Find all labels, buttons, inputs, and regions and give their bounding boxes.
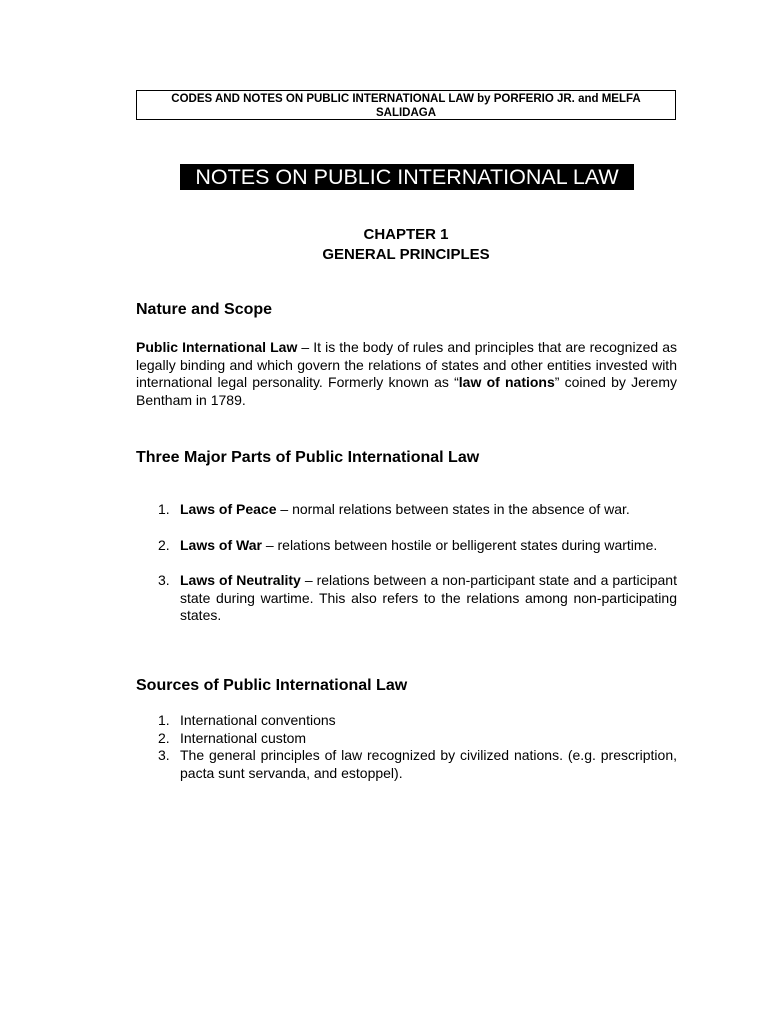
section-heading-major-parts: Three Major Parts of Public International Law [136, 449, 480, 466]
header-line-1: CODES AND NOTES ON PUBLIC INTERNATIONAL LAW by PORFERIO JR. and MELFA [171, 93, 641, 105]
definition-term: Public International Law [136, 339, 298, 355]
definition-text-end: ” coined by Jeremy Bentham in 1789. [136, 374, 678, 408]
list-item-number: 3. [158, 747, 170, 763]
list-item-text: – relations between a non-participant state and a participant state during wartime. This also refers to the relations among non-participating states. [180, 572, 677, 623]
list-item [136, 537, 677, 555]
list-item-text: – normal relations between states in the absence of war. [276, 501, 630, 517]
page-title: NOTES ON PUBLIC INTERNATIONAL LAW [180, 164, 634, 190]
list-item [136, 730, 677, 748]
list-item-number: 2. [158, 729, 170, 746]
list-item-text: – relations between hostile or belligerent states during wartime. [261, 536, 658, 553]
list-item [136, 572, 677, 625]
list-item [136, 747, 677, 782]
list-item [136, 501, 677, 519]
list-item-number: 2. [158, 536, 170, 553]
list-item-text: The general principles of law recognized by civilized nations. (e.g. prescription, pacta sunt servanda, and estoppel). [180, 747, 677, 781]
list-item-number: 3. [158, 572, 170, 588]
list-item [136, 712, 677, 730]
list-item-term: Laws of Neutrality [180, 572, 301, 588]
document-header-box [136, 90, 676, 120]
chapter-name: GENERAL PRINCIPLES [322, 246, 490, 263]
list-item-text: International custom [180, 729, 307, 746]
chapter-number: CHAPTER 1 [363, 226, 449, 243]
list-item-text: International conventions [180, 712, 336, 728]
header-line-2: SALIDAGA [375, 107, 437, 119]
definition-text: – It is the body of rules and principles that are recognized as legally binding and which govern the relations of states and other entities invested with international legal personality. Formerly known as “ [136, 339, 677, 390]
list-item-number: 1. [158, 712, 170, 728]
definition-paragraph [136, 339, 677, 409]
list-item-number: 1. [158, 501, 170, 517]
section-heading-sources: Sources of Public International Law [136, 677, 408, 694]
section-heading-nature-scope: Nature and Scope [136, 301, 273, 318]
definition-term-2: law of nations [458, 374, 555, 390]
list-item-term: Laws of Peace [180, 501, 277, 517]
sources-list [136, 712, 677, 782]
major-parts-list [136, 501, 677, 643]
list-item-term: Laws of War [180, 536, 262, 553]
